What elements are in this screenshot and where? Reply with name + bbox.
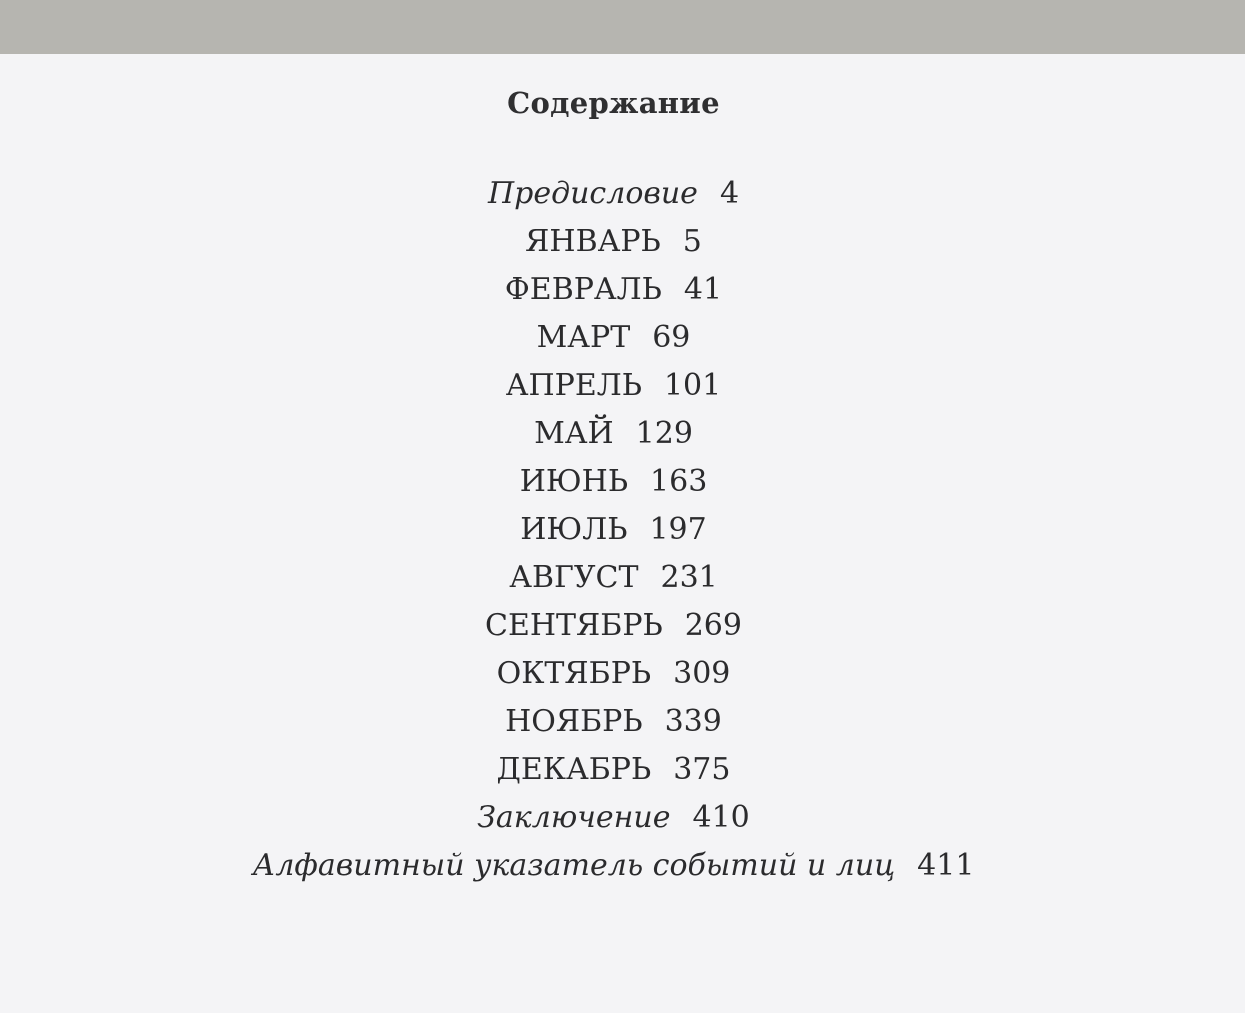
toc-entry bbox=[0, 362, 1227, 410]
toc-entry bbox=[0, 746, 1227, 794]
toc-entry-title: Алфавитный указатель событий и лиц bbox=[252, 848, 896, 883]
page-title: Содержание bbox=[507, 86, 720, 120]
toc-entry bbox=[0, 650, 1227, 698]
toc-entry-page: 69 bbox=[652, 320, 691, 355]
toc-entry-title: МАРТ bbox=[536, 320, 631, 355]
toc-entry-page: 375 bbox=[673, 752, 731, 787]
toc-entry bbox=[0, 794, 1227, 842]
toc-entry-page: 231 bbox=[660, 560, 718, 595]
toc-entry bbox=[0, 458, 1227, 506]
toc-entry-page: 101 bbox=[663, 368, 722, 403]
toc-entry-title: АВГУСТ bbox=[509, 560, 639, 595]
toc-entry-title: ФЕВРАЛЬ bbox=[504, 272, 662, 307]
toc-entry-page: 269 bbox=[684, 608, 742, 643]
toc-entry-title: ЯНВАРЬ bbox=[525, 224, 661, 259]
toc-entry bbox=[0, 314, 1227, 362]
toc-entry-title: СЕНТЯБРЬ bbox=[485, 608, 663, 643]
toc-entry bbox=[0, 218, 1227, 266]
toc-entry bbox=[0, 410, 1227, 458]
toc-entry-title: МАЙ bbox=[534, 416, 614, 451]
toc-entry bbox=[0, 506, 1227, 554]
toc-entry-page: 163 bbox=[650, 464, 708, 499]
toc-entry-page: 410 bbox=[692, 800, 750, 835]
toc-entry-page: 41 bbox=[683, 272, 723, 307]
toc-entry-title: Предисловие bbox=[487, 176, 698, 211]
toc-entry-page: 4 bbox=[719, 176, 740, 211]
toc-entry bbox=[0, 266, 1227, 314]
toc-entry bbox=[0, 698, 1227, 746]
toc-entry bbox=[0, 554, 1227, 602]
toc-entry-page: 197 bbox=[649, 512, 707, 547]
scan-edge-band bbox=[0, 0, 1245, 54]
toc-entry bbox=[0, 602, 1227, 650]
toc-entry-title: Заключение bbox=[477, 800, 671, 835]
toc-entry-page: 339 bbox=[664, 704, 722, 739]
toc-entry-page: 411 bbox=[917, 848, 975, 883]
toc-entry bbox=[0, 170, 1227, 218]
toc-entry-page: 309 bbox=[673, 656, 731, 691]
toc-entry-title: НОЯБРЬ bbox=[505, 704, 643, 739]
toc-entry-title: ОКТЯБРЬ bbox=[496, 656, 652, 691]
toc-entry-title: ИЮЛЬ bbox=[520, 512, 628, 547]
toc-entry-title: АПРЕЛЬ bbox=[505, 368, 642, 403]
toc-entry bbox=[0, 842, 1227, 890]
table-of-contents bbox=[0, 170, 1227, 890]
toc-entry-page: 129 bbox=[635, 416, 693, 451]
toc-entry-page: 5 bbox=[682, 224, 702, 259]
toc-entry-title: ДЕКАБРЬ bbox=[496, 752, 652, 787]
toc-entry-title: ИЮНЬ bbox=[519, 464, 629, 499]
